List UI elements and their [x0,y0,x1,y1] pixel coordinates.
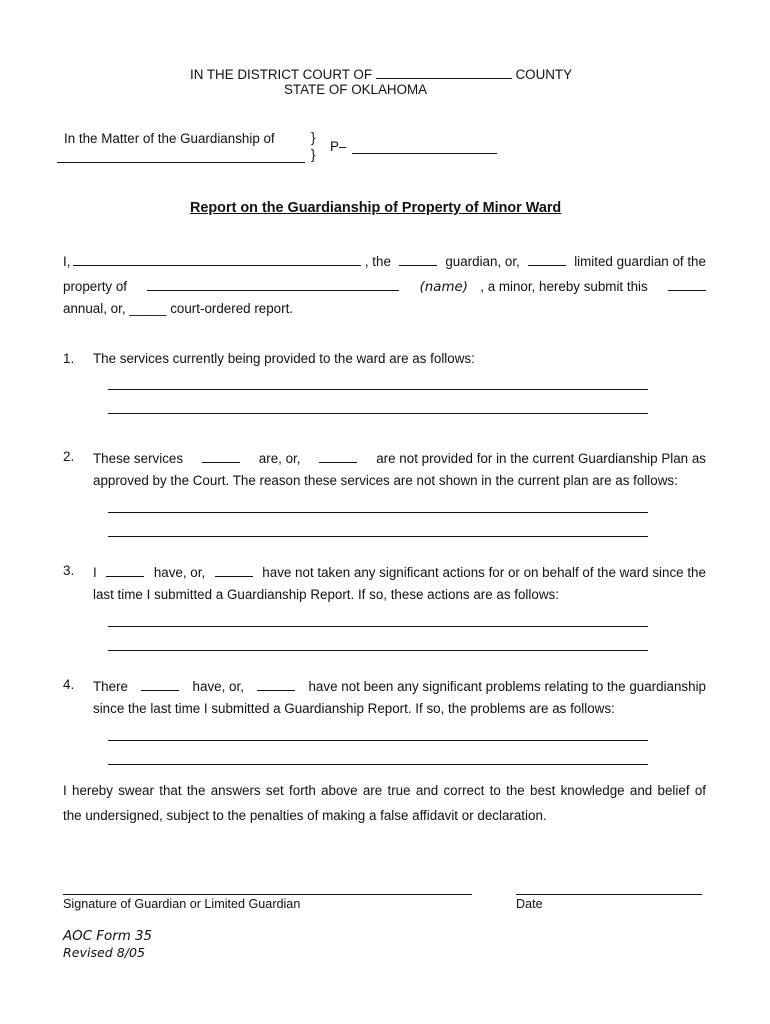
item-3-answer-line-2[interactable] [108,650,648,651]
intro-i: I, [63,254,71,269]
item-4-have-not-blank[interactable] [257,677,295,691]
item-2-text-c: are not provided for in the current Guardianship Plan as [376,451,706,466]
guardian-name-blank[interactable] [73,252,361,266]
item-3-have-not-blank[interactable] [215,563,253,577]
item-4-line1 [93,677,706,694]
item-4-number: 4. [63,677,75,692]
item-2-line1 [93,449,706,466]
oath-line1: I hereby swear that the answers set forth above are true and correct to the best knowledge and belief of [63,783,706,798]
intro-name-hint: (name) [419,280,468,295]
limited-guardian-check-blank[interactable] [528,252,566,266]
item-2-text-b: are, or, [258,451,301,466]
minor-name-blank[interactable] [147,277,399,291]
item-4-answer-line-1[interactable] [108,740,648,741]
item-1-answer-line-2[interactable] [108,413,648,414]
item-4-answer-line-2[interactable] [108,764,648,765]
case-prefix: P– [330,139,347,154]
intro-line1 [63,252,706,269]
date-label: Date [516,897,543,911]
court-header-line2: STATE OF OKLAHOMA [284,82,428,97]
item-4-text-c: have not been any significant problems relating to the guardianship [308,679,706,694]
signature-label: Signature of Guardian or Limited Guardian [63,897,301,911]
form-revision: Revised 8/05 [63,945,146,960]
caption-brace-top: } [311,130,316,145]
guardian-check-blank[interactable] [399,252,437,266]
item-4-text-b: have, or, [192,679,244,694]
item-3-have-blank[interactable] [106,563,144,577]
item-2-are-not-blank[interactable] [319,449,357,463]
item-2-line2: approved by the Court. The reason these services are not shown in the current plan are as follows: [93,473,678,488]
caption-brace-bottom: } [311,147,316,162]
intro-the: , the [364,254,391,269]
intro-guardian-or: guardian, or, [445,254,520,269]
item-4-have-blank[interactable] [141,677,179,691]
item-3-text-c: have not taken any significant actions for or on behalf of the ward since the [262,565,706,580]
item-4-line2: since the last time I submitted a Guardianship Report. If so, the problems are as follows: [93,701,615,716]
item-2-text-a: These services [93,451,184,466]
item-3-line2: last time I submitted a Guardianship Report. If so, these actions are as follows: [93,587,559,602]
item-3-answer-line-1[interactable] [108,626,648,627]
ward-name-line[interactable] [57,162,305,163]
item-1-number: 1. [63,351,75,366]
intro-property-of: property of [63,279,128,294]
annual-check-blank[interactable] [668,277,706,291]
item-3-text-a: I [93,565,97,580]
item-2-number: 2. [63,449,75,464]
county-blank[interactable] [376,65,512,79]
county-label: COUNTY [515,67,573,82]
case-number [330,139,346,154]
item-2-answer-line-2[interactable] [108,536,648,537]
court-header-line1 [190,65,572,82]
item-2-answer-line-1[interactable] [108,512,648,513]
signature-line[interactable] [63,894,472,895]
matter-label: In the Matter of the Guardianship of [64,131,275,146]
intro-submit: , a minor, hereby submit this [480,279,648,294]
court-label: IN THE DISTRICT COURT OF [190,67,373,82]
form-number: AOC Form 35 [63,929,153,944]
item-4-text-a: There [93,679,128,694]
item-3-text-b: have, or, [153,565,206,580]
oath-line2: the undersigned, subject to the penalties of making a false affidavit or declaration. [63,808,547,823]
item-3-number: 3. [63,563,75,578]
intro-line2 [63,277,706,295]
item-1-text: The services currently being provided to the ward are as follows: [93,351,475,366]
date-line[interactable] [516,894,702,895]
item-2-are-blank[interactable] [202,449,240,463]
intro-line3: annual, or, _____ court-ordered report. [63,301,294,316]
report-title: Report on the Guardianship of Property of Minor Ward [190,200,562,216]
intro-limited: limited guardian of the [574,254,706,269]
item-1-answer-line-1[interactable] [108,389,648,390]
item-3-line1 [93,563,706,580]
case-number-line[interactable] [352,153,497,154]
